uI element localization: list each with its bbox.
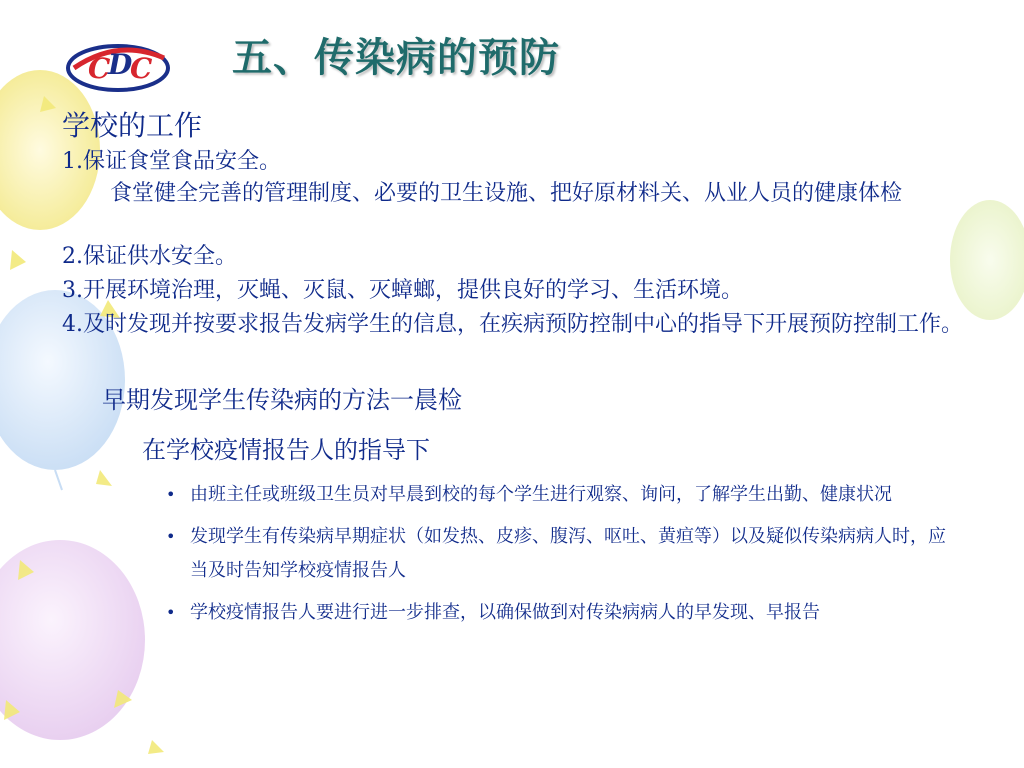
bullet-icon: • (166, 485, 176, 504)
bullet-text: 由班主任或班级卫生员对早晨到校的每个学生进行观察、询问，了解学生出勤、健康状况 (190, 484, 892, 505)
svg-text:C: C (130, 52, 153, 85)
list-item-3 (62, 276, 743, 305)
bullet-list (162, 478, 952, 638)
item-text: 保证供水安全。 (83, 244, 238, 269)
item-number: 1. (62, 149, 83, 174)
bullet-item (162, 520, 952, 588)
item-text: 保证食堂食品安全。 (83, 149, 282, 174)
item-number: 3. (62, 278, 83, 303)
list-item-2 (62, 242, 237, 271)
svg-text:D: D (108, 48, 133, 81)
bullet-icon: • (166, 527, 176, 546)
section-heading: 学校的工作 (62, 109, 203, 142)
bullet-item (162, 478, 952, 512)
item-text: 开展环境治理，灭蝇、灭鼠、灭蟑螂，提供良好的学习、生活环境。 (83, 278, 744, 303)
slide-title: 五、传染病的预防 (232, 34, 560, 81)
item-number: 2. (62, 244, 83, 269)
bullet-icon: • (166, 603, 176, 622)
item-text: 食堂健全完善的管理制度、必要的卫生设施、把好原材料关、从业人员的健康体检 (110, 181, 903, 206)
list-item-1-detail (100, 179, 960, 208)
svg-text:C: C (88, 52, 111, 85)
morning-check-heading: 早期发现学生传染病的方法一晨检 (102, 386, 462, 414)
item-text: 及时发现并按要求报告发病学生的信息，在疾病预防控制中心的指导下开展预防控制工作。 (83, 312, 964, 337)
item-number: 4. (62, 312, 83, 337)
bullet-text: 学校疫情报告人要进行进一步排查，以确保做到对传染病病人的早发现、早报告 (190, 602, 820, 623)
bullet-item (162, 596, 952, 630)
list-item-1 (62, 147, 281, 176)
list-item-4 (62, 310, 990, 339)
bullet-text: 发现学生有传染病早期症状（如发热、皮疹、腹泻、呕吐、黄疸等）以及疑似传染病病人时，应当及时告知学校疫情报告人 (190, 526, 946, 581)
reporter-guidance-heading: 在学校疫情报告人的指导下 (142, 436, 430, 464)
